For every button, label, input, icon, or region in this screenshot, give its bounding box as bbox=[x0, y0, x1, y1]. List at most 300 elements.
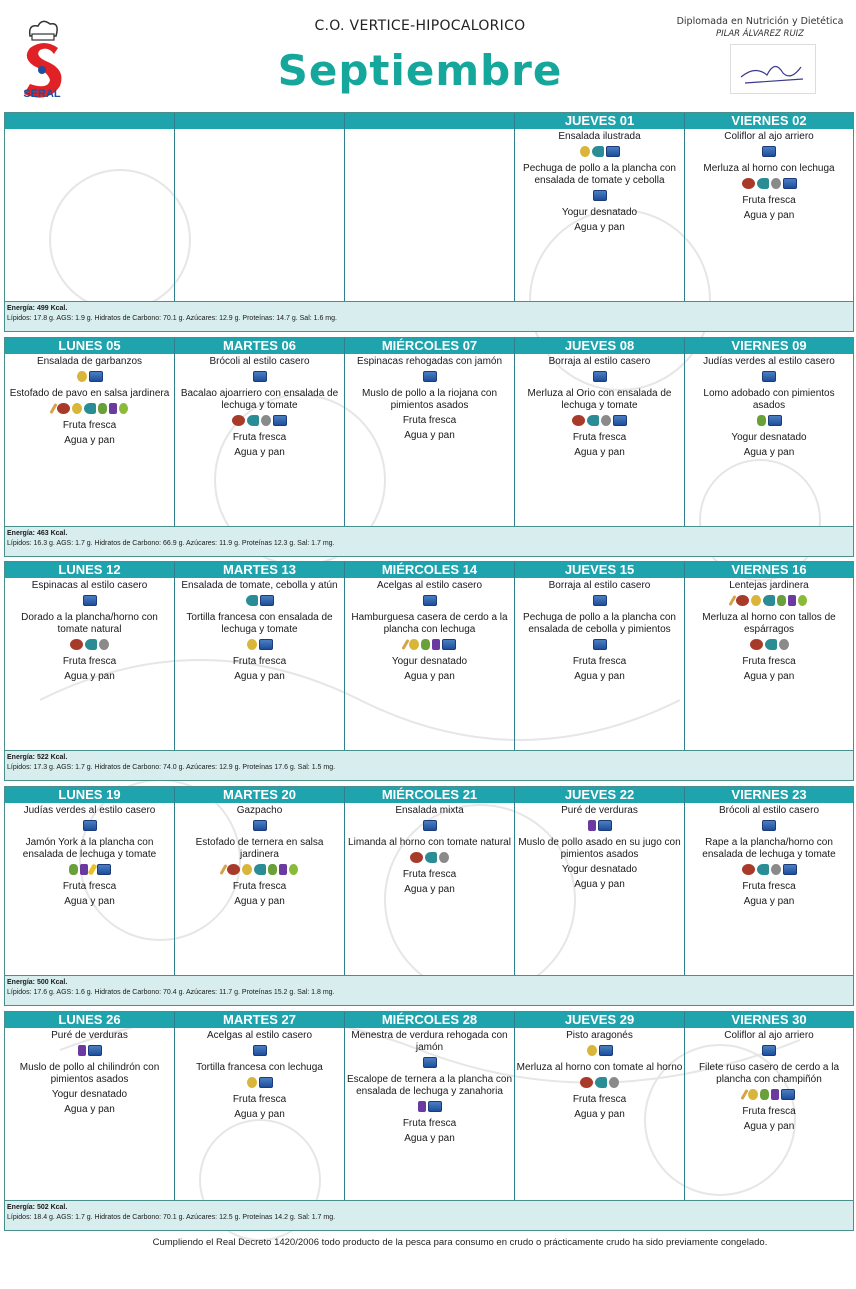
menu-dish: Yogur desnatado bbox=[731, 432, 807, 443]
menu-dish: Tortilla francesa con lechuga bbox=[196, 1062, 323, 1073]
fish-icon bbox=[425, 852, 437, 863]
menu-dish: Merluza al horno con lechuga bbox=[703, 163, 835, 174]
day-cell bbox=[175, 787, 345, 977]
allergen-icons bbox=[346, 639, 513, 652]
day-menu bbox=[685, 129, 853, 222]
week-block bbox=[4, 337, 854, 557]
allergen-icons bbox=[686, 864, 852, 877]
menu-dish: Agua y pan bbox=[574, 222, 625, 233]
menu-dish: Filete ruso casero de cerdo a la plancha con champiñón bbox=[698, 1062, 840, 1085]
menu-dish: Menestra de verdura rehogada con jamón bbox=[351, 1030, 508, 1053]
menu-dish: Acelgas al estilo casero bbox=[376, 580, 483, 591]
bread-icon bbox=[423, 820, 437, 831]
day-header: MIÉRCOLES 07 bbox=[345, 338, 514, 354]
menu-dish: Fruta fresca bbox=[232, 656, 287, 667]
fish-icon bbox=[757, 864, 769, 875]
bread-icon bbox=[598, 820, 612, 831]
menu-dish: Puré de verduras bbox=[561, 805, 638, 816]
menu-dish: Merluza al horno con tomate al horno bbox=[516, 1062, 683, 1073]
shell-icon bbox=[779, 639, 789, 650]
day-cell bbox=[515, 338, 685, 528]
bread-icon bbox=[88, 1045, 102, 1056]
menu-dish: Agua y pan bbox=[574, 671, 625, 682]
nutrition-summary bbox=[5, 301, 853, 331]
day-header: VIERNES 02 bbox=[685, 113, 853, 129]
egg-icon bbox=[409, 639, 419, 650]
menu-dish: Agua y pan bbox=[743, 896, 795, 907]
menu-dish: Puré de verduras bbox=[51, 1030, 128, 1041]
menu-dish: Dorado a la plancha/horno con tomate natural bbox=[21, 612, 158, 635]
bread-icon bbox=[423, 1057, 437, 1068]
menu-dish: Lomo adobado con pimientos asados bbox=[703, 388, 835, 411]
fish-icon bbox=[592, 146, 604, 157]
day-cell bbox=[685, 1012, 853, 1202]
bread-icon bbox=[253, 371, 267, 382]
allergen-icons bbox=[176, 371, 343, 384]
day-header bbox=[345, 113, 514, 129]
egg-icon bbox=[748, 1089, 758, 1100]
allergen-icons bbox=[346, 371, 513, 384]
day-cell bbox=[345, 113, 515, 303]
bread-icon bbox=[428, 1101, 442, 1112]
bread-icon bbox=[593, 639, 607, 650]
menu-dish: Fruta fresca bbox=[742, 881, 796, 892]
week-days bbox=[5, 338, 853, 528]
day-header: VIERNES 30 bbox=[685, 1012, 853, 1028]
day-menu bbox=[345, 803, 514, 896]
allergen-icons bbox=[516, 1045, 683, 1058]
energy-value: Energía: 463 Kcal. bbox=[7, 530, 68, 537]
day-cell bbox=[5, 113, 175, 303]
menu-dish: Agua y pan bbox=[743, 210, 795, 221]
menu-dish: Estofado de ternera en salsa jardinera bbox=[195, 837, 324, 860]
menu-dish: Agua y pan bbox=[404, 430, 455, 441]
allergen-icons bbox=[686, 371, 852, 384]
meat-icon bbox=[742, 864, 755, 875]
menu-dish: Agua y pan bbox=[64, 1104, 115, 1115]
menu-dish: Yogur desnatado bbox=[561, 864, 638, 875]
day-header: VIERNES 09 bbox=[685, 338, 853, 354]
day-header: MARTES 13 bbox=[175, 562, 344, 578]
week-block bbox=[4, 561, 854, 781]
veg-icon bbox=[98, 403, 107, 414]
day-header: VIERNES 16 bbox=[685, 562, 853, 578]
menu-dish: Agua y pan bbox=[574, 879, 625, 890]
bread-icon bbox=[762, 371, 776, 382]
menu-dish: Pechuga de pollo a la plancha con ensalada de tomate y cebolla bbox=[523, 163, 676, 186]
allergen-icons bbox=[176, 820, 343, 833]
allergen-icons bbox=[686, 820, 852, 833]
week-block bbox=[4, 112, 854, 332]
allergen-icons bbox=[176, 1077, 343, 1090]
menu-dish: Fruta fresca bbox=[62, 881, 117, 892]
egg-icon bbox=[587, 1045, 597, 1056]
shell-icon bbox=[771, 178, 781, 189]
menu-dish: Lentejas jardinera bbox=[729, 580, 809, 591]
fish-icon bbox=[765, 639, 777, 650]
shell-icon bbox=[601, 415, 611, 426]
menu-dish: Tortilla francesa con ensalada de lechuga y tomate bbox=[186, 612, 333, 635]
milk-icon bbox=[80, 864, 88, 875]
bread-icon bbox=[762, 820, 776, 831]
bread-icon bbox=[273, 415, 287, 426]
menu-dish: Merluza al horno con tallos de espárragos bbox=[702, 612, 836, 635]
shell-icon bbox=[439, 852, 449, 863]
meat-icon bbox=[232, 415, 245, 426]
meat-icon bbox=[410, 852, 423, 863]
menu-dish: Muslo de pollo al chilindrón con pimientos asados bbox=[19, 1062, 160, 1085]
wheat-icon bbox=[401, 639, 409, 650]
nutrient-values: Lípidos: 17.8 g. AGS: 1.9 g. Hidratos de Carbono: 70.1 g. Azúcares: 12.9 g. Proteínas: 14.7 g. Sal: 1.6 mg. bbox=[7, 315, 337, 322]
day-cell bbox=[345, 562, 515, 752]
menu-dish: Brócoli al estilo casero bbox=[718, 805, 820, 816]
cel-icon bbox=[289, 864, 298, 875]
fish-icon bbox=[763, 595, 775, 606]
day-menu bbox=[175, 354, 344, 459]
menu-dish: Agua y pan bbox=[404, 671, 455, 682]
allergen-icons bbox=[686, 639, 852, 652]
day-cell bbox=[515, 787, 685, 977]
menu-dish: Fruta fresca bbox=[742, 195, 796, 206]
bread-icon bbox=[253, 820, 267, 831]
meat-icon bbox=[742, 178, 755, 189]
fish-icon bbox=[85, 639, 97, 650]
bread-icon bbox=[783, 178, 797, 189]
day-header: VIERNES 23 bbox=[685, 787, 853, 803]
milk-icon bbox=[279, 864, 287, 875]
bread-icon bbox=[762, 146, 776, 157]
day-menu bbox=[515, 129, 684, 234]
bread-icon bbox=[593, 595, 607, 606]
cel-icon bbox=[798, 595, 807, 606]
day-header: JUEVES 08 bbox=[515, 338, 684, 354]
energy-value: Energía: 522 Kcal. bbox=[7, 754, 68, 761]
page-header bbox=[0, 0, 856, 112]
allergen-icons bbox=[516, 190, 683, 203]
week-block bbox=[4, 1011, 854, 1231]
menu-dish: Agua y pan bbox=[404, 884, 455, 895]
menu-dish: Agua y pan bbox=[574, 1109, 625, 1120]
menu-dish: Yogur desnatado bbox=[51, 1089, 128, 1100]
fish-icon bbox=[247, 415, 259, 426]
menu-dish: Merluza al Orio con ensalada de lechuga y tomate bbox=[527, 388, 672, 411]
allergen-icons bbox=[6, 595, 173, 608]
day-cell bbox=[345, 787, 515, 977]
menu-dish: Espinacas rehogadas con jamón bbox=[356, 356, 503, 367]
allergen-icons bbox=[6, 820, 173, 833]
week-block bbox=[4, 786, 854, 1006]
menu-dish: Muslo de pollo a la riojana con pimientos asados bbox=[361, 388, 498, 411]
bread-icon bbox=[260, 595, 274, 606]
bread-icon bbox=[762, 1045, 776, 1056]
day-header: LUNES 19 bbox=[5, 787, 174, 803]
veg-icon bbox=[757, 415, 766, 426]
day-menu bbox=[5, 129, 174, 131]
allergen-icons bbox=[516, 371, 683, 384]
bread-icon bbox=[259, 639, 273, 650]
bread-icon bbox=[613, 415, 627, 426]
bread-icon bbox=[97, 864, 111, 875]
allergen-icons bbox=[516, 146, 683, 159]
meat-icon bbox=[580, 1077, 593, 1088]
nutrient-values: Lípidos: 16.3 g. AGS: 1.7 g. Hidratos de Carbono: 66.9 g. Azúcares: 11.9 g. Proteínas 12.3 g. Sal: 1.7 mg. bbox=[7, 540, 335, 547]
menu-dish: Agua y pan bbox=[64, 435, 115, 446]
day-menu bbox=[345, 1028, 514, 1145]
day-header: MIÉRCOLES 14 bbox=[345, 562, 514, 578]
cel-icon bbox=[119, 403, 128, 414]
allergen-icons bbox=[176, 864, 343, 877]
allergen-icons bbox=[176, 639, 343, 652]
month-title: Septiembre bbox=[277, 46, 563, 95]
menu-dish: Fruta fresca bbox=[572, 432, 627, 443]
allergen-icons bbox=[6, 639, 173, 652]
milk-icon bbox=[78, 1045, 86, 1056]
allergen-icons bbox=[6, 864, 173, 877]
shell-icon bbox=[771, 864, 781, 875]
bread-icon bbox=[83, 595, 97, 606]
day-header bbox=[5, 113, 174, 129]
mustard-icon bbox=[87, 863, 97, 875]
menu-dish: Agua y pan bbox=[234, 896, 285, 907]
egg-icon bbox=[247, 639, 257, 650]
meat-icon bbox=[70, 639, 83, 650]
bread-icon bbox=[593, 190, 607, 201]
menu-dish: Bacalao ajoarriero con ensalada de lechuga y tomate bbox=[180, 388, 339, 411]
allergen-icons bbox=[516, 1077, 683, 1090]
day-cell bbox=[175, 338, 345, 528]
fish-icon bbox=[757, 178, 769, 189]
menu-dish: Agua y pan bbox=[574, 447, 625, 458]
menu-dish: Fruta fresca bbox=[742, 656, 796, 667]
allergen-icons bbox=[346, 852, 513, 865]
menu-dish: Gazpacho bbox=[236, 805, 283, 816]
nutrition-summary bbox=[5, 975, 853, 1005]
menu-dish: Fruta fresca bbox=[232, 881, 287, 892]
allergen-icons bbox=[686, 178, 852, 191]
nutrient-values: Lípidos: 17.3 g. AGS: 1.7 g. Hidratos de Carbono: 74.0 g. Azúcares: 12.9 g. Proteínas 17.6 g. Sal: 1.5 mg. bbox=[7, 764, 336, 771]
nutrition-summary bbox=[5, 526, 853, 556]
allergen-icons bbox=[516, 415, 683, 428]
week-days bbox=[5, 787, 853, 977]
nutrient-values: Lípidos: 18.4 g. AGS: 1.7 g. Hidratos de Carbono: 70.1 g. Azúcares: 12.5 g. Proteínas 14.2 g. Sal: 1.7 mg. bbox=[7, 1214, 336, 1221]
bread-icon bbox=[423, 595, 437, 606]
menu-dish: Escalope de ternera a la plancha con ensalada de lechuga y zanahoria bbox=[346, 1074, 513, 1097]
bread-icon bbox=[606, 146, 620, 157]
menu-dish: Ensalada ilustrada bbox=[558, 131, 641, 142]
day-cell bbox=[5, 562, 175, 752]
day-menu bbox=[515, 803, 684, 891]
allergen-icons bbox=[346, 595, 513, 608]
menu-dish: Estofado de pavo en salsa jardinera bbox=[9, 388, 170, 399]
bread-icon bbox=[83, 820, 97, 831]
day-menu bbox=[175, 1028, 344, 1121]
egg-icon bbox=[72, 403, 82, 414]
menu-dish: Fruta fresca bbox=[232, 432, 287, 443]
wheat-icon bbox=[219, 864, 227, 875]
fish-icon bbox=[587, 415, 599, 426]
menu-dish: Agua y pan bbox=[234, 1109, 285, 1120]
veg-icon bbox=[268, 864, 277, 875]
allergen-icons bbox=[346, 820, 513, 833]
menu-dish: Agua y pan bbox=[743, 671, 795, 682]
bread-icon bbox=[783, 864, 797, 875]
menu-dish: Agua y pan bbox=[64, 671, 115, 682]
egg-icon bbox=[580, 146, 590, 157]
menu-dish: Fruta fresca bbox=[572, 1094, 627, 1105]
day-cell bbox=[515, 562, 685, 752]
allergen-icons bbox=[686, 146, 852, 159]
veg-icon bbox=[760, 1089, 769, 1100]
day-cell bbox=[345, 1012, 515, 1202]
day-header bbox=[175, 113, 344, 129]
day-menu bbox=[5, 1028, 174, 1116]
day-menu bbox=[685, 354, 853, 459]
veg-icon bbox=[421, 639, 430, 650]
egg-icon bbox=[751, 595, 761, 606]
menu-dish: Ensalada de tomate, cebolla y atún bbox=[181, 580, 338, 591]
menu-dish: Pisto aragonés bbox=[566, 1030, 633, 1041]
bread-icon bbox=[593, 371, 607, 382]
menu-dish: Yogur desnatado bbox=[391, 656, 468, 667]
egg-icon bbox=[247, 1077, 257, 1088]
energy-value: Energía: 502 Kcal. bbox=[7, 1204, 68, 1211]
menu-dish: Agua y pan bbox=[743, 1121, 795, 1132]
bread-icon bbox=[781, 1089, 795, 1100]
egg-icon bbox=[242, 864, 252, 875]
fish-icon bbox=[246, 595, 258, 606]
menu-dish: Hamburguesa casera de cerdo a la plancha con lechuga bbox=[351, 612, 508, 635]
meat-icon bbox=[227, 864, 240, 875]
day-cell bbox=[685, 787, 853, 977]
allergen-icons bbox=[6, 371, 173, 384]
day-menu bbox=[5, 354, 174, 447]
shell-icon bbox=[609, 1077, 619, 1088]
milk-icon bbox=[432, 639, 440, 650]
menu-dish: Fruta fresca bbox=[62, 420, 117, 431]
shell-icon bbox=[261, 415, 271, 426]
nutrient-values: Lípidos: 17.6 g. AGS: 1.6 g. Hidratos de Carbono: 70.4 g. Azúcares: 11.7 g. Proteínas 15.2 g. Sal: 1.8 mg. bbox=[7, 989, 335, 996]
day-header: JUEVES 15 bbox=[515, 562, 684, 578]
day-cell bbox=[515, 1012, 685, 1202]
nutrition-summary bbox=[5, 750, 853, 780]
day-menu bbox=[5, 803, 174, 908]
day-menu bbox=[345, 354, 514, 442]
veg-icon bbox=[777, 595, 786, 606]
day-header: MIÉRCOLES 21 bbox=[345, 787, 514, 803]
day-cell bbox=[685, 113, 853, 303]
day-menu bbox=[5, 578, 174, 683]
shell-icon bbox=[99, 639, 109, 650]
menu-dish: Fruta fresca bbox=[402, 1118, 457, 1129]
milk-icon bbox=[418, 1101, 426, 1112]
allergen-icons bbox=[516, 595, 683, 608]
bread-icon bbox=[259, 1077, 273, 1088]
day-cell bbox=[175, 562, 345, 752]
menu-dish: Fruta fresca bbox=[62, 656, 117, 667]
day-menu bbox=[345, 578, 514, 683]
menu-dish: Ensalada de garbanzos bbox=[36, 356, 143, 367]
day-header: MARTES 06 bbox=[175, 338, 344, 354]
day-menu bbox=[175, 803, 344, 908]
day-header: MIÉRCOLES 28 bbox=[345, 1012, 514, 1028]
day-menu bbox=[685, 803, 853, 908]
bread-icon bbox=[599, 1045, 613, 1056]
day-cell bbox=[685, 562, 853, 752]
meat-icon bbox=[750, 639, 763, 650]
day-menu bbox=[515, 1028, 684, 1121]
dietitian-title: Diplomada en Nutrición y Dietética bbox=[676, 16, 844, 27]
menu-dish: Yogur desnatado bbox=[561, 207, 638, 218]
menu-dish: Judías verdes al estilo casero bbox=[23, 805, 156, 816]
day-header: LUNES 26 bbox=[5, 1012, 174, 1028]
allergen-icons bbox=[6, 403, 173, 416]
day-header: JUEVES 01 bbox=[515, 113, 684, 129]
menu-dish: Ensalada mixta bbox=[395, 805, 464, 816]
week-days bbox=[5, 1012, 853, 1202]
menu-dish: Fruta fresca bbox=[742, 1106, 796, 1117]
menu-dish: Brócoli al estilo casero bbox=[209, 356, 310, 367]
bread-icon bbox=[89, 371, 103, 382]
bread-icon bbox=[423, 371, 437, 382]
menu-dish: Fruta fresca bbox=[232, 1094, 287, 1105]
menu-dish: Coliflor al ajo arriero bbox=[724, 131, 814, 142]
bread-icon bbox=[442, 639, 456, 650]
menu-dish: Coliflor al ajo arriero bbox=[724, 1030, 814, 1041]
day-cell bbox=[175, 1012, 345, 1202]
day-menu bbox=[175, 578, 344, 683]
bread-icon bbox=[768, 415, 782, 426]
day-cell bbox=[5, 338, 175, 528]
allergen-icons bbox=[686, 415, 852, 428]
menu-dish: Espinacas al estilo casero bbox=[31, 580, 148, 591]
menu-dish: Jamón York a la plancha con ensalada de lechuga y tomate bbox=[22, 837, 157, 860]
day-cell bbox=[685, 338, 853, 528]
dietitian-info bbox=[672, 16, 848, 40]
milk-icon bbox=[771, 1089, 779, 1100]
menu-dish: Agua y pan bbox=[234, 671, 285, 682]
egg-icon bbox=[77, 371, 87, 382]
day-menu bbox=[685, 1028, 853, 1133]
menu-dish: Agua y pan bbox=[404, 1133, 455, 1144]
milk-icon bbox=[109, 403, 117, 414]
meat-icon bbox=[57, 403, 70, 414]
logo-text: SERAL bbox=[23, 88, 61, 100]
energy-value: Energía: 500 Kcal. bbox=[7, 979, 68, 986]
milk-icon bbox=[788, 595, 796, 606]
signature-image bbox=[730, 44, 816, 94]
day-header: JUEVES 29 bbox=[515, 1012, 684, 1028]
meat-icon bbox=[736, 595, 749, 606]
allergen-icons bbox=[516, 820, 683, 833]
menu-dish: Borraja al estilo casero bbox=[548, 580, 651, 591]
allergen-icons bbox=[346, 1101, 513, 1114]
menu-dish: Limanda al horno con tomate natural bbox=[348, 837, 511, 848]
allergen-icons bbox=[686, 1045, 852, 1058]
day-menu bbox=[515, 578, 684, 683]
allergen-icons bbox=[346, 1057, 513, 1070]
day-menu bbox=[345, 129, 514, 131]
footer-note: Cumpliendo el Real Decreto 1420/2006 todo producto de la pesca para consumo en crudo o prácticamente crudo ha sido previamente congelado. bbox=[152, 1237, 768, 1248]
menu-dish: Agua y pan bbox=[743, 447, 795, 458]
fish-icon bbox=[595, 1077, 607, 1088]
day-header: JUEVES 22 bbox=[515, 787, 684, 803]
day-menu bbox=[515, 354, 684, 459]
day-header: MARTES 20 bbox=[175, 787, 344, 803]
menu-dish: Fruta fresca bbox=[572, 656, 627, 667]
menu-dish: Rape a la plancha/horno con ensalada de lechuga y tomate bbox=[702, 837, 836, 860]
day-cell bbox=[175, 113, 345, 303]
fish-icon bbox=[254, 864, 266, 875]
